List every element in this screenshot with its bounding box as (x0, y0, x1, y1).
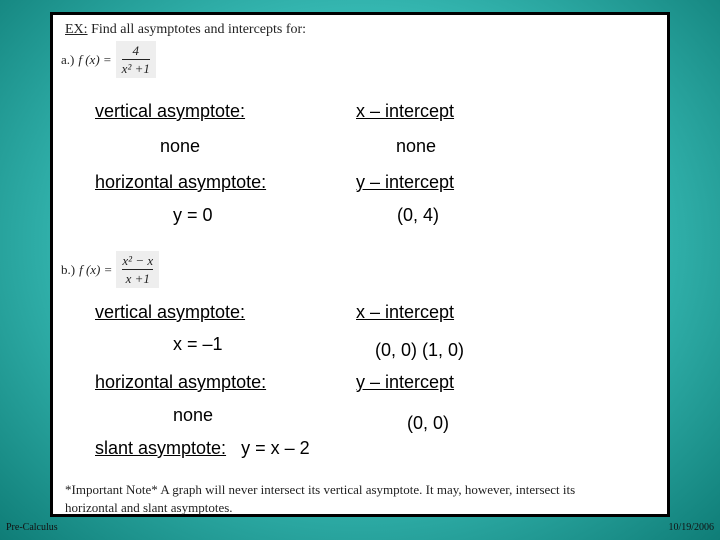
example-heading (65, 22, 306, 38)
part-a-x-intercept-value: none (396, 136, 437, 156)
part-b-y-intercept-label: y – intercept (356, 372, 455, 392)
part-a-horizontal-value: y = 0 (173, 205, 213, 225)
part-b-x-intercept-label: x – intercept (356, 302, 455, 322)
part-a-horizontal-label: horizontal asymptote: (95, 172, 267, 192)
function-b-label: b.) (61, 261, 76, 277)
part-a-vertical-label: vertical asymptote: (95, 101, 246, 121)
slide-content (50, 12, 670, 517)
function-a (61, 41, 156, 78)
important-note (65, 481, 575, 517)
footer-course: Pre-Calculus (6, 522, 58, 533)
function-b-numerator: x² − x (122, 253, 154, 268)
part-a-x-intercept-label: x – intercept (356, 101, 455, 121)
function-b-denominator: x +1 (125, 271, 150, 286)
part-a-y-intercept-value: (0, 4) (397, 205, 440, 225)
function-b-lhs: f (x) = (79, 261, 113, 277)
function-a-fraction (116, 41, 156, 78)
function-a-numerator: 4 (132, 43, 140, 58)
part-b-slant-row (95, 438, 310, 459)
function-b-fraction (116, 251, 159, 288)
note-line-1: *Important Note* A graph will never intersect its vertical asymptote. It may, however, intersect its (65, 482, 576, 497)
function-b (61, 251, 159, 288)
part-a-y-intercept-label: y – intercept (356, 172, 455, 192)
example-label: EX: (65, 22, 88, 37)
function-a-denominator: x² +1 (121, 61, 150, 76)
part-b-slant-label: slant asymptote: (95, 438, 227, 458)
part-a-vertical-value: none (160, 136, 201, 156)
function-a-label: a.) (61, 51, 75, 67)
fraction-bar (122, 59, 150, 60)
part-b-slant-value: y = x – 2 (241, 438, 310, 458)
fraction-bar (122, 269, 153, 270)
part-b-x-intercept-value: (0, 0) (1, 0) (375, 340, 465, 360)
function-a-lhs: f (x) = (78, 51, 112, 67)
part-b-vertical-value: x = –1 (173, 334, 223, 354)
footer-date: 10/19/2006 (668, 522, 714, 533)
part-b-horizontal-value: none (173, 405, 214, 425)
note-line-2: horizontal and slant asymptotes. (65, 500, 233, 515)
part-b-horizontal-label: horizontal asymptote: (95, 372, 267, 392)
part-b-vertical-label: vertical asymptote: (95, 302, 246, 322)
part-b-y-intercept-value: (0, 0) (407, 413, 450, 433)
example-instruction: Find all asymptotes and intercepts for: (91, 22, 307, 37)
